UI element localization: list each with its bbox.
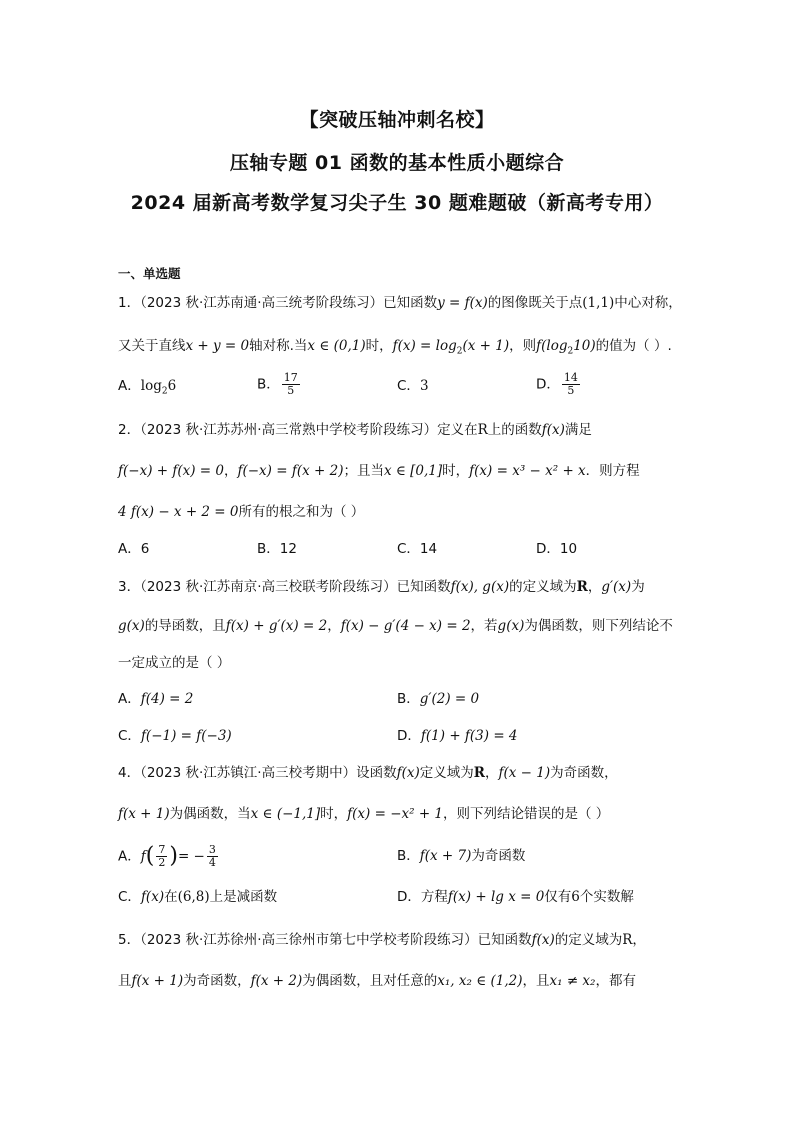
q1-math-sub: 2 [567,346,574,357]
q5-math-interval: x₁, x₂ ∈ (1,2) [437,973,523,989]
option-text: 仅有 [544,889,572,905]
q3-text: 为偶函数，则下列结论不 [524,618,673,634]
q1-text: 时， [365,338,393,354]
q3-math-eq1: f(x) + g′(x) = 2 [225,618,328,634]
q3-text: ， [327,618,341,634]
q3-option-c[interactable] [118,726,232,746]
option-math-sub: 2 [161,386,168,397]
q4-source: 4．（2023 秋·江苏镇江·高三校考期中）设函数 [118,765,397,781]
q2-text: ．则方程 [585,463,640,479]
q1-line1 [118,293,682,313]
q3-math-eq2: f(x) − g′(4 − x) = 2 [340,618,471,634]
q1-math-function: y = f(x) [437,295,488,311]
option-label: C． [118,728,141,744]
option-label: A． [118,378,141,394]
option-math: (6,8) [177,889,210,905]
q1-math-def-end: (x + 1) [462,338,510,354]
option-fraction: $\frac{7}{2}$ [158,843,166,869]
option-math: 6 [571,889,580,905]
q2-line2 [118,461,640,481]
header-subtitle: 压轴专题 01 函数的基本性质小题综合 [229,152,565,174]
q1-math-domain: x ∈ (0,1) [307,338,366,354]
q2-option-d[interactable]: D．10 [536,541,578,557]
q4-math-shift: f(x + 1) [118,806,170,822]
q3-option-a[interactable] [118,689,193,709]
q3-option-d[interactable] [397,726,518,746]
q1-source: 1．（2023 秋·江苏南通·高三统考阶段练习）已知函数 [118,295,438,311]
paren: ( [145,843,155,869]
option-label: A． [118,691,141,707]
q1-option-d[interactable] [536,372,582,397]
q5-text: ，都有 [595,973,636,989]
q4-line2 [118,804,609,824]
q5-source: 5．（2023 秋·江苏徐州·高三徐州市第七中学校考阶段练习）已知函数 [118,932,532,948]
q4-text: 时， [320,806,348,822]
q3-text: 为 [631,579,645,595]
q2-math-odd: f(−x) + f(x) = 0 [118,463,224,479]
option-label: A． [118,848,141,865]
q1-text: 轴对称.当 [249,338,308,354]
q3-math-derivative: g′(x) [601,579,632,595]
q1-text: 的图像既关于点 [487,295,583,311]
q1-math-point: (1,1) [582,295,615,311]
q3-text: ， [587,579,602,595]
q2-math-set: R [477,422,488,438]
option-math: g′(2) = 0 [419,691,480,707]
q1-math-line: x + y = 0 [185,338,250,354]
q2-line1 [118,420,592,440]
q3-line2 [118,616,673,636]
q2-line3 [118,502,364,522]
q2-math-equation: 4 f(x) − x + 2 = 0 [118,504,239,520]
header-series-title: 2024 届新高考数学复习尖子生 30 题难题破（新高考专用） [130,192,664,214]
q1-text: ，则 [509,338,537,354]
option-text: 上是减函数 [209,889,278,905]
q2-math-domain: x ∈ [0,1] [383,463,443,479]
q5-math-shift: f(x + 1) [131,973,184,989]
q2-text: 满足 [564,422,592,438]
option-label: B． [397,848,420,864]
option-value: 3 [419,378,429,394]
q4-math-function: f(x) [396,765,420,781]
q5-math-function: f(x) [531,932,555,948]
q1-option-a[interactable] [118,376,176,402]
q4-text: ，则下列结论错误的是（ ） [443,806,610,822]
q1-math-def: f(x) = log [392,338,457,354]
option-fraction: $\frac{17}{5}$ [283,371,298,397]
option-label: C． [397,378,420,394]
option-math: f(1) + f(3) = 4 [420,728,518,744]
q3-math-g: g(x) [497,618,525,634]
q4-math-def: f(x) = −x² + 1 [347,806,444,822]
q2-option-b[interactable]: B．12 [257,541,297,557]
q2-option-a[interactable]: A．6 [118,541,150,557]
q3-text: ，若 [470,618,498,634]
q3-math-functions: f(x), g(x) [450,579,510,595]
option-fraction: $\frac{14}{5}$ [563,371,578,397]
section-heading: 一、单选题 [118,266,181,281]
option-text: 为奇函数 [471,848,526,864]
q2-text: ；且当 [343,463,384,479]
option-math: f(x) [140,889,165,905]
q4-text: 为奇函数， [550,765,618,781]
option-math: f(4) = 2 [140,691,194,707]
q5-math-shift: f(x + 2) [250,973,303,989]
q4-text: 定义域为 [419,765,474,781]
q3-text: 的定义域为 [509,579,577,595]
option-text: 在 [164,889,178,905]
option-label: B． [397,691,420,707]
option-math: f(x) + lg x = 0 [447,889,545,905]
q2-text: 时， [442,463,470,479]
q4-option-d[interactable] [397,887,634,907]
q2-text: 所有的根之和为（ ） [238,504,365,520]
q5-text: ，且 [522,973,550,989]
option-text: 个实数解 [579,889,634,905]
q4-math-domain: x ∈ (−1,1] [250,806,321,822]
q1-text: 又关于直线 [118,338,186,354]
q3-option-b[interactable] [397,689,479,709]
q3-source: 3．（2023 秋·江苏南京·高三校联考阶段练习）已知函数 [118,579,451,595]
q3-line1 [118,577,645,597]
option-math: f(x + 7) [419,848,472,864]
q3-math-g: g(x) [118,618,145,634]
q4-math-set: R [473,765,485,781]
option-label: C． [118,889,141,905]
q4-text: ， [484,765,499,781]
q4-option-a[interactable] [118,844,220,869]
q4-math-shift: f(x − 1) [498,765,551,781]
q3-text: 的导函数，且 [144,618,226,634]
q5-line2 [118,971,636,991]
q4-text: 为偶函数，当 [169,806,251,822]
q2-text: 上的函数 [487,422,542,438]
q1-math-sub: 2 [456,346,463,357]
option-math: 6 [167,378,177,394]
paren: ) [169,843,178,869]
option-math: = − [177,848,205,865]
q5-line1 [118,930,646,950]
q1-math-eval: f(log [536,338,568,354]
option-label: D． [397,728,421,744]
option-math: f(−1) = f(−3) [140,728,232,744]
option-fraction: $\frac{3}{4}$ [208,843,216,869]
q1-text: 的值为（ ）. [595,338,672,354]
q5-text: 为奇函数， [183,973,251,989]
q2-option-c[interactable]: C．14 [397,541,438,557]
q4-option-b[interactable] [397,846,525,866]
option-label: B． [257,376,280,393]
q1-line2 [118,336,672,362]
option-math: log [140,378,162,394]
q2-math-symmetry: f(−x) = f(x + 2) [237,463,344,479]
q5-text: ， [632,932,646,948]
q5-text: 且 [118,973,132,989]
option-text: 方程 [420,889,448,905]
option-math: f [140,848,146,865]
q3-math-set: R [576,579,588,595]
q1-math-eval-end: 10) [573,338,596,354]
header-title: 【突破压轴冲刺名校】 [299,109,495,131]
q2-math-def: f(x) = x³ − x² + x [469,463,586,479]
q5-text: 的定义域为 [554,932,623,948]
q1-option-b[interactable] [257,372,302,397]
q5-text: 为偶函数，且对任意的 [302,973,438,989]
q1-option-c[interactable] [397,376,429,396]
q5-math-neq: x₁ ≠ x₂ [549,973,596,989]
q5-math-set: R [622,932,633,948]
q2-text: ， [223,463,238,479]
q4-line1 [118,763,618,783]
q1-text: 中心对称， [614,295,682,311]
option-label: D． [397,889,421,905]
q4-option-c[interactable] [118,887,277,907]
option-label: D． [536,376,560,393]
q3-line3: 一定成立的是（ ） [118,655,231,671]
q2-math-function: f(x) [541,422,565,438]
q2-source: 2．（2023 秋·江苏苏州·高三常熟中学校考阶段练习）定义在 [118,422,478,438]
